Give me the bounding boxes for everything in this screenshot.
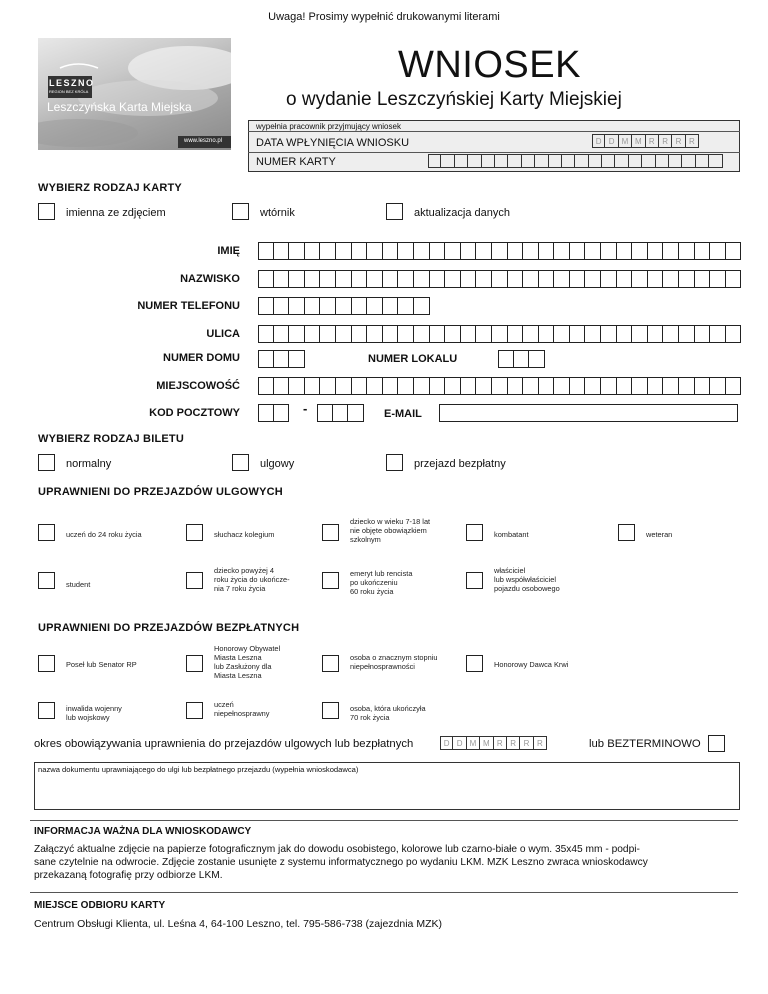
letter-cell[interactable] xyxy=(615,154,628,168)
letter-cell[interactable] xyxy=(696,154,709,168)
letter-cell[interactable] xyxy=(589,154,602,168)
info-heading: INFORMACJA WAŻNA DLA WNIOSKODAWCY xyxy=(34,826,252,837)
date-cell[interactable]: R xyxy=(659,134,672,148)
letter-cell[interactable] xyxy=(648,242,664,260)
reduced-label: uczeń do 24 roku życia xyxy=(66,530,142,539)
validity-date-cell[interactable]: D xyxy=(453,736,466,750)
reduced-checkbox[interactable] xyxy=(186,572,203,589)
letter-cell[interactable] xyxy=(575,154,588,168)
letter-cell[interactable] xyxy=(336,325,352,343)
card-type-duplicate-checkbox[interactable] xyxy=(232,203,249,220)
validity-date-cell[interactable]: R xyxy=(534,736,547,750)
letter-cell[interactable] xyxy=(336,270,352,288)
letter-cell[interactable] xyxy=(383,325,399,343)
letter-cell[interactable] xyxy=(663,270,679,288)
validity-date-cell[interactable]: D xyxy=(440,736,453,750)
last-name-cells[interactable] xyxy=(258,270,741,288)
letter-cell[interactable] xyxy=(445,325,461,343)
phone-cells[interactable] xyxy=(258,297,430,315)
letter-cell[interactable] xyxy=(336,377,352,395)
letter-cell[interactable] xyxy=(258,350,274,368)
letter-cell[interactable] xyxy=(398,270,414,288)
letter-cell[interactable] xyxy=(549,154,562,168)
letter-cell[interactable] xyxy=(523,377,539,395)
letter-cell[interactable] xyxy=(585,270,601,288)
letter-cell[interactable] xyxy=(523,242,539,260)
free-label: Honorowy Dawca Krwi xyxy=(494,660,569,669)
letter-cell[interactable] xyxy=(508,325,524,343)
letter-cell[interactable] xyxy=(258,242,274,260)
letter-cell[interactable] xyxy=(498,350,514,368)
date-cell[interactable]: R xyxy=(646,134,659,148)
reduced-checkbox[interactable] xyxy=(322,524,339,541)
letter-cell[interactable] xyxy=(333,404,349,422)
letter-cell[interactable] xyxy=(508,270,524,288)
letter-cell[interactable] xyxy=(562,154,575,168)
letter-cell[interactable] xyxy=(682,154,695,168)
letter-cell[interactable] xyxy=(430,242,446,260)
letter-cell[interactable] xyxy=(617,377,633,395)
letter-cell[interactable] xyxy=(535,154,548,168)
letter-cell[interactable] xyxy=(492,270,508,288)
office-caption: wypełnia pracownik przyjmujący wniosek xyxy=(256,122,401,131)
letter-cell[interactable] xyxy=(383,297,399,315)
letter-cell[interactable] xyxy=(289,242,305,260)
free-label: osoba o znacznym stopniu niepełnosprawności xyxy=(350,653,438,671)
letter-cell[interactable] xyxy=(492,242,508,260)
validity-date-cell[interactable]: M xyxy=(480,736,493,750)
letter-cell[interactable] xyxy=(445,270,461,288)
letter-cell[interactable] xyxy=(336,297,352,315)
free-heading: UPRAWNIENI DO PRZEJAZDÓW BEZPŁATNYCH xyxy=(38,622,300,634)
letter-cell[interactable] xyxy=(648,377,664,395)
letter-cell[interactable] xyxy=(258,377,274,395)
free-label: Honorowy Obywatel Miasta Leszna lub Zasłużony dla Miasta Leszna xyxy=(214,644,281,680)
letter-cell[interactable] xyxy=(289,350,305,368)
date-received-grid[interactable] xyxy=(592,134,699,148)
letter-cell[interactable] xyxy=(274,325,290,343)
date-cell[interactable]: M xyxy=(619,134,632,148)
form-subtitle: o wydanie Leszczyńskiej Karty Miejskiej xyxy=(286,89,622,110)
letter-cell[interactable] xyxy=(468,154,481,168)
free-label: osoba, która ukończyła 70 rok życia xyxy=(350,704,426,722)
letter-cell[interactable] xyxy=(274,350,290,368)
letter-cell[interactable] xyxy=(476,377,492,395)
date-cell[interactable]: M xyxy=(632,134,645,148)
letter-cell[interactable] xyxy=(414,297,430,315)
letter-cell[interactable] xyxy=(554,270,570,288)
card-number-label: NUMER KARTY xyxy=(256,156,336,168)
letter-cell[interactable] xyxy=(695,242,711,260)
letter-cell[interactable] xyxy=(274,242,290,260)
letter-cell[interactable] xyxy=(617,242,633,260)
letter-cell[interactable] xyxy=(514,350,530,368)
letter-cell[interactable] xyxy=(695,270,711,288)
letter-cell[interactable] xyxy=(305,325,321,343)
letter-cell[interactable] xyxy=(570,270,586,288)
letter-cell[interactable] xyxy=(430,325,446,343)
free-checkbox[interactable] xyxy=(322,702,339,719)
letter-cell[interactable] xyxy=(495,154,508,168)
letter-cell[interactable] xyxy=(679,270,695,288)
letter-cell[interactable] xyxy=(508,154,521,168)
letter-cell[interactable] xyxy=(585,325,601,343)
letter-cell[interactable] xyxy=(679,325,695,343)
validity-label: okres obowiązywania uprawnienia do przejazdów ulgowych lub bezpłatnych xyxy=(34,738,414,750)
letter-cell[interactable] xyxy=(570,242,586,260)
ticket-reduced-label: ulgowy xyxy=(260,458,295,470)
first-name-label: IMIĘ xyxy=(217,245,240,257)
letter-cell[interactable] xyxy=(305,242,321,260)
logo-city: LESZNO xyxy=(49,78,95,88)
letter-cell[interactable] xyxy=(522,154,535,168)
letter-cell[interactable] xyxy=(554,242,570,260)
reduced-label: dziecko powyżej 4 roku życia do ukończe- nia 7 roku życia xyxy=(214,566,290,593)
ticket-type-heading: WYBIERZ RODZAJ BILETU xyxy=(38,433,184,445)
letter-cell[interactable] xyxy=(726,377,742,395)
validity-date-cell[interactable]: R xyxy=(494,736,507,750)
notice-text: Uwaga! Prosimy wypełnić drukowanymi literami xyxy=(268,11,500,23)
letter-cell[interactable] xyxy=(320,325,336,343)
letter-cell[interactable] xyxy=(570,377,586,395)
letter-cell[interactable] xyxy=(317,404,333,422)
letter-cell[interactable] xyxy=(461,325,477,343)
date-received-label: DATA WPŁYNIĘCIA WNIOSKU xyxy=(256,137,410,149)
free-label: inwalida wojenny lub wojskowy xyxy=(66,704,122,722)
letter-cell[interactable] xyxy=(632,377,648,395)
reduced-checkbox[interactable] xyxy=(38,572,55,589)
letter-cell[interactable] xyxy=(352,377,368,395)
letter-cell[interactable] xyxy=(529,350,545,368)
letter-cell[interactable] xyxy=(455,154,468,168)
email-input[interactable] xyxy=(439,404,738,422)
ticket-normal-label: normalny xyxy=(66,458,112,470)
logo-card-name: Leszczyńska Karta Miejska xyxy=(47,100,192,114)
letter-cell[interactable] xyxy=(709,154,722,168)
free-label: Poseł lub Senator RP xyxy=(66,660,137,669)
validity-date-cell[interactable]: R xyxy=(507,736,520,750)
letter-cell[interactable] xyxy=(352,325,368,343)
card-type-named-checkbox[interactable] xyxy=(38,203,55,220)
last-name-label: NAZWISKO xyxy=(180,273,240,285)
letter-cell[interactable] xyxy=(320,242,336,260)
ticket-reduced-checkbox[interactable] xyxy=(232,454,249,471)
letter-cell[interactable] xyxy=(710,270,726,288)
validity-date-grid[interactable] xyxy=(440,736,547,750)
letter-cell[interactable] xyxy=(663,325,679,343)
letter-cell[interactable] xyxy=(441,154,454,168)
info-line-3: przekazaną fotografię przy odbiorze LKM. xyxy=(34,870,223,881)
letter-cell[interactable] xyxy=(710,377,726,395)
letter-cell[interactable] xyxy=(348,404,364,422)
letter-cell[interactable] xyxy=(539,270,555,288)
card-type-update-checkbox[interactable] xyxy=(386,203,403,220)
email-label: E-MAIL xyxy=(384,408,422,420)
date-cell[interactable]: D xyxy=(592,134,605,148)
reduced-label: emeryt lub rencista po ukończeniu 60 roku życia xyxy=(350,569,413,596)
letter-cell[interactable] xyxy=(539,325,555,343)
letter-cell[interactable] xyxy=(601,325,617,343)
letter-cell[interactable] xyxy=(289,297,305,315)
free-checkbox[interactable] xyxy=(186,655,203,672)
indefinite-label: lub BEZTERMINOWO xyxy=(589,738,701,750)
reduced-checkbox[interactable] xyxy=(38,524,55,541)
letter-cell[interactable] xyxy=(367,242,383,260)
letter-cell[interactable] xyxy=(629,154,642,168)
ticket-free-checkbox[interactable] xyxy=(386,454,403,471)
letter-cell[interactable] xyxy=(508,377,524,395)
reduced-checkbox[interactable] xyxy=(466,572,483,589)
city-label: MIEJSCOWOŚĆ xyxy=(156,380,240,392)
reduced-label: student xyxy=(66,580,91,589)
letter-cell[interactable] xyxy=(601,377,617,395)
letter-cell[interactable] xyxy=(602,154,615,168)
flat-number-label: NUMER LOKALU xyxy=(368,353,458,365)
letter-cell[interactable] xyxy=(258,325,274,343)
date-cell[interactable]: D xyxy=(605,134,618,148)
house-number-cells[interactable] xyxy=(258,350,305,368)
letter-cell[interactable] xyxy=(585,377,601,395)
postal-code-label: KOD POCZTOWY xyxy=(149,407,240,419)
letter-cell[interactable] xyxy=(523,325,539,343)
reduced-label: właściciel lub współwłaściciel pojazdu osobowego xyxy=(494,566,560,593)
letter-cell[interactable] xyxy=(305,377,321,395)
letter-cell[interactable] xyxy=(726,270,742,288)
letter-cell[interactable] xyxy=(601,270,617,288)
divider xyxy=(30,892,738,893)
letter-cell[interactable] xyxy=(726,242,742,260)
letter-cell[interactable] xyxy=(445,242,461,260)
letter-cell[interactable] xyxy=(656,154,669,168)
reduced-label: słuchacz kolegium xyxy=(214,530,275,539)
postal-code-cells-a[interactable] xyxy=(258,404,289,422)
letter-cell[interactable] xyxy=(476,242,492,260)
letter-cell[interactable] xyxy=(274,270,290,288)
logo-url: www.leszno.pl xyxy=(184,138,223,144)
letter-cell[interactable] xyxy=(476,325,492,343)
letter-cell[interactable] xyxy=(305,270,321,288)
free-checkbox[interactable] xyxy=(186,702,203,719)
letter-cell[interactable] xyxy=(695,377,711,395)
letter-cell[interactable] xyxy=(352,242,368,260)
ticket-free-label: przejazd bezpłatny xyxy=(414,458,506,470)
document-caption: nazwa dokumentu uprawniającego do ulgi lub bezpłatnego przejazdu (wypełnia wnioskodawca) xyxy=(38,765,359,774)
letter-cell[interactable] xyxy=(632,242,648,260)
letter-cell[interactable] xyxy=(554,377,570,395)
validity-date-cell[interactable]: R xyxy=(520,736,533,750)
letter-cell[interactable] xyxy=(492,325,508,343)
validity-date-cell[interactable]: M xyxy=(467,736,480,750)
reduced-checkbox[interactable] xyxy=(186,524,203,541)
letter-cell[interactable] xyxy=(383,377,399,395)
letter-cell[interactable] xyxy=(258,297,274,315)
letter-cell[interactable] xyxy=(430,377,446,395)
letter-cell[interactable] xyxy=(367,270,383,288)
free-label: uczeń niepełnosprawny xyxy=(214,700,270,718)
letter-cell[interactable] xyxy=(414,325,430,343)
letter-cell[interactable] xyxy=(428,154,441,168)
card-type-named-label: imienna ze zdjęciem xyxy=(66,207,166,219)
letter-cell[interactable] xyxy=(710,325,726,343)
indefinite-checkbox[interactable] xyxy=(708,735,725,752)
flat-number-cells[interactable] xyxy=(498,350,545,368)
letter-cell[interactable] xyxy=(539,242,555,260)
letter-cell[interactable] xyxy=(585,242,601,260)
card-logo xyxy=(38,38,231,150)
letter-cell[interactable] xyxy=(461,377,477,395)
letter-cell[interactable] xyxy=(554,325,570,343)
letter-cell[interactable] xyxy=(642,154,655,168)
letter-cell[interactable] xyxy=(258,270,274,288)
letter-cell[interactable] xyxy=(663,377,679,395)
letter-cell[interactable] xyxy=(336,242,352,260)
letter-cell[interactable] xyxy=(632,325,648,343)
reduced-label: weteran xyxy=(646,530,673,539)
letter-cell[interactable] xyxy=(726,325,742,343)
letter-cell[interactable] xyxy=(679,377,695,395)
letter-cell[interactable] xyxy=(320,377,336,395)
letter-cell[interactable] xyxy=(398,325,414,343)
postal-dash: - xyxy=(303,401,308,416)
reduced-checkbox[interactable] xyxy=(466,524,483,541)
card-type-duplicate-label: wtórnik xyxy=(260,207,295,219)
letter-cell[interactable] xyxy=(445,377,461,395)
info-line-2: sane czytelnie na odwrocie. Zdjęcie zostanie usunięte z systemu informatycznego po wydaniu LKM. MZK Leszno zwraca wnioskodawcy xyxy=(34,857,648,868)
letter-cell[interactable] xyxy=(383,270,399,288)
letter-cell[interactable] xyxy=(289,325,305,343)
free-checkbox[interactable] xyxy=(466,655,483,672)
letter-cell[interactable] xyxy=(352,270,368,288)
letter-cell[interactable] xyxy=(476,270,492,288)
letter-cell[interactable] xyxy=(430,270,446,288)
postal-code-cells-b[interactable] xyxy=(317,404,364,422)
letter-cell[interactable] xyxy=(461,242,477,260)
info-line-1: Załączyć aktualne zdjęcie na papierze fotograficznym jak do dowodu osobistego, kolorowe lub czarno-białe o wym. 35x45 mm - podpi- xyxy=(34,844,640,855)
letter-cell[interactable] xyxy=(367,325,383,343)
street-cells[interactable] xyxy=(258,325,741,343)
letter-cell[interactable] xyxy=(320,270,336,288)
card-type-heading: WYBIERZ RODZAJ KARTY xyxy=(38,182,182,194)
letter-cell[interactable] xyxy=(274,377,290,395)
letter-cell[interactable] xyxy=(482,154,495,168)
letter-cell[interactable] xyxy=(695,325,711,343)
card-type-update-label: aktualizacja danych xyxy=(414,207,511,219)
letter-cell[interactable] xyxy=(367,297,383,315)
letter-cell[interactable] xyxy=(320,297,336,315)
date-cell[interactable]: R xyxy=(686,134,699,148)
reduced-checkbox[interactable] xyxy=(322,572,339,589)
letter-cell[interactable] xyxy=(274,297,290,315)
letter-cell[interactable] xyxy=(570,325,586,343)
first-name-cells[interactable] xyxy=(258,242,741,260)
house-number-label: NUMER DOMU xyxy=(163,352,240,364)
letter-cell[interactable] xyxy=(663,242,679,260)
city-cells[interactable] xyxy=(258,377,741,395)
letter-cell[interactable] xyxy=(414,270,430,288)
letter-cell[interactable] xyxy=(383,242,399,260)
letter-cell[interactable] xyxy=(274,404,290,422)
letter-cell[interactable] xyxy=(539,377,555,395)
letter-cell[interactable] xyxy=(461,270,477,288)
letter-cell[interactable] xyxy=(523,270,539,288)
letter-cell[interactable] xyxy=(398,242,414,260)
letter-cell[interactable] xyxy=(492,377,508,395)
letter-cell[interactable] xyxy=(289,377,305,395)
letter-cell[interactable] xyxy=(352,297,368,315)
letter-cell[interactable] xyxy=(601,242,617,260)
letter-cell[interactable] xyxy=(258,404,274,422)
reduced-checkbox[interactable] xyxy=(618,524,635,541)
letter-cell[interactable] xyxy=(632,270,648,288)
divider xyxy=(30,820,738,821)
letter-cell[interactable] xyxy=(367,377,383,395)
letter-cell[interactable] xyxy=(414,377,430,395)
letter-cell[interactable] xyxy=(648,325,664,343)
letter-cell[interactable] xyxy=(414,242,430,260)
letter-cell[interactable] xyxy=(679,242,695,260)
street-label: ULICA xyxy=(206,328,240,340)
form-title: WNIOSEK xyxy=(398,44,581,86)
letter-cell[interactable] xyxy=(617,270,633,288)
ticket-normal-checkbox[interactable] xyxy=(38,454,55,471)
reduced-label: dziecko w wieku 7-18 lat nie objęte obowiązkiem szkolnym xyxy=(350,517,431,544)
reduced-heading: UPRAWNIENI DO PRZEJAZDÓW ULGOWYCH xyxy=(38,486,283,498)
pickup-heading: MIEJSCE ODBIORU KARTY xyxy=(34,900,166,911)
free-checkbox[interactable] xyxy=(38,702,55,719)
letter-cell[interactable] xyxy=(648,270,664,288)
letter-cell[interactable] xyxy=(669,154,682,168)
free-checkbox[interactable] xyxy=(38,655,55,672)
logo-region: REGION BEZ KRÓLA xyxy=(49,89,89,94)
free-checkbox[interactable] xyxy=(322,655,339,672)
letter-cell[interactable] xyxy=(398,377,414,395)
letter-cell[interactable] xyxy=(398,297,414,315)
reduced-label: kombatant xyxy=(494,530,529,539)
phone-label: NUMER TELEFONU xyxy=(137,300,240,312)
letter-cell[interactable] xyxy=(508,242,524,260)
letter-cell[interactable] xyxy=(617,325,633,343)
letter-cell[interactable] xyxy=(710,242,726,260)
letter-cell[interactable] xyxy=(289,270,305,288)
card-number-grid[interactable] xyxy=(428,154,723,168)
pickup-text: Centrum Obsługi Klienta, ul. Leśna 4, 64-100 Leszno, tel. 795-586-738 (zajezdnia MZK) xyxy=(34,918,442,930)
date-cell[interactable]: R xyxy=(672,134,685,148)
letter-cell[interactable] xyxy=(305,297,321,315)
